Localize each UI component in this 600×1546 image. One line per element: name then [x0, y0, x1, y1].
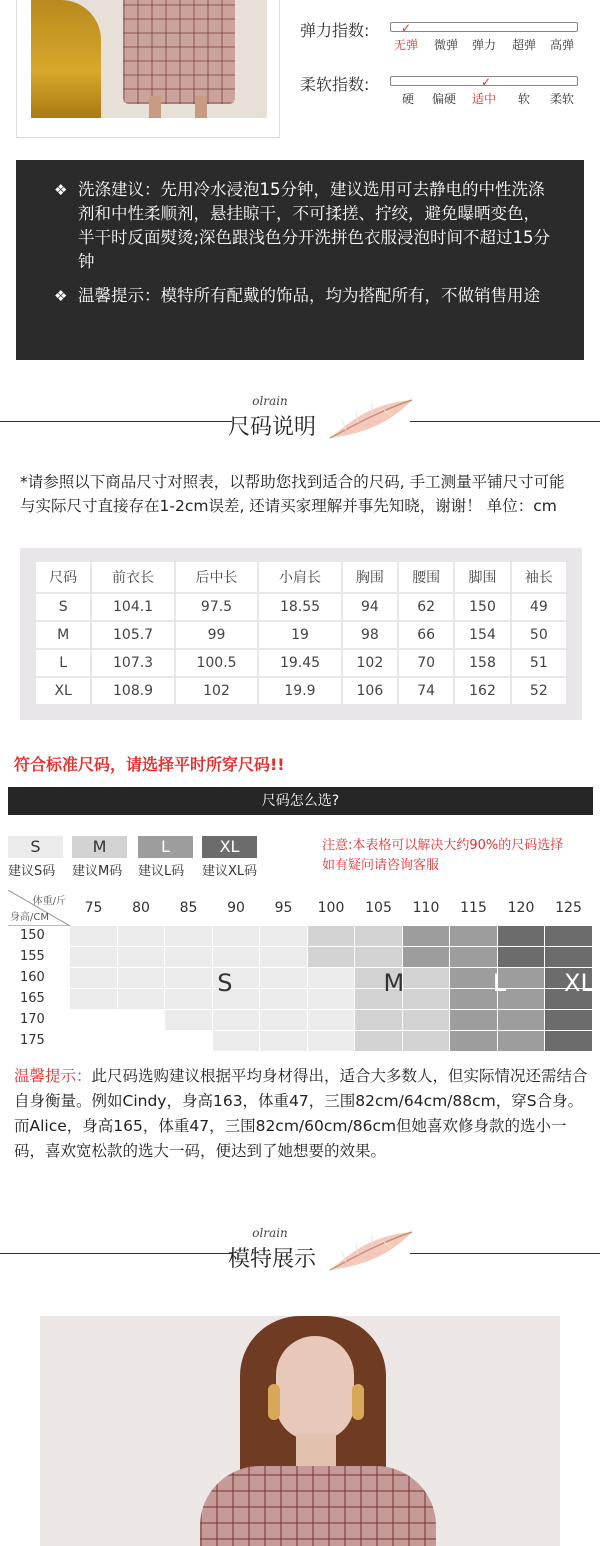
table-cell: L — [36, 650, 90, 676]
grid-cell — [118, 1031, 166, 1052]
grid-cell — [260, 926, 308, 947]
table-cell: M — [36, 622, 90, 648]
legend-caption: 建议L码 — [138, 864, 185, 879]
grid-cell — [118, 926, 166, 947]
grid-cell — [403, 1010, 451, 1031]
grid-cell — [165, 1031, 213, 1052]
table-cell: 94 — [343, 594, 397, 620]
legend-item-s — [8, 836, 63, 879]
care-instructions — [16, 160, 584, 360]
option-label: 弹力 — [472, 38, 497, 52]
size-notice: 注意:本表格可以解决大约90%的尺码选择 如有疑问请咨询客服 — [322, 838, 564, 873]
table-cell: 102 — [343, 650, 397, 676]
option-label: 偏硬 — [432, 92, 457, 106]
grid-cell — [403, 1031, 451, 1052]
grid-cell — [213, 947, 261, 968]
section-title: 尺码说明 — [227, 415, 316, 440]
table-cell: 19.45 — [259, 650, 340, 676]
accessory-notice-text: 温馨提示：模特所有配戴的饰品，均为搭配所有，不做销售用途 — [78, 286, 540, 305]
column-header: 尺码 — [36, 562, 90, 592]
weight-label: 90 — [227, 900, 245, 916]
height-label: 155 — [20, 949, 45, 964]
grid-cell — [165, 947, 213, 968]
column-header: 脚围 — [455, 562, 509, 592]
table-cell: 62 — [399, 594, 453, 620]
table-cell: 105.7 — [92, 622, 173, 648]
grid-cell — [70, 1010, 118, 1031]
option-label: 软 — [518, 92, 531, 106]
option-label: 无弹 — [394, 38, 419, 52]
table-cell: 51 — [512, 650, 566, 676]
size-legend — [8, 836, 288, 886]
weight-label: 115 — [460, 900, 487, 916]
grid-cell — [118, 989, 166, 1010]
table-cell: 66 — [399, 622, 453, 648]
leg — [195, 96, 207, 118]
grid-cell — [545, 1010, 593, 1031]
model-section-header — [0, 1222, 600, 1282]
wash-advice-text: 洗涤建议：先用冷水浸泡15分钟，建议选用可去静电的中性洗涤剂和中性柔顺剂，悬挂晾干，不可揉搓、拧绞，避免曝晒变色，半干时反面熨烫;深色跟浅色分开洗拼色衣服浸泡时间不超过15分钟 — [78, 180, 551, 271]
option-label: 高弹 — [550, 38, 575, 52]
grid-cell — [260, 989, 308, 1010]
size-table-container — [20, 548, 582, 720]
section-title: 模特展示 — [227, 1247, 316, 1272]
table-cell: 102 — [176, 678, 257, 704]
grid-cell — [450, 1031, 498, 1052]
height-axis-label: 身高/CM — [10, 912, 49, 923]
grid-cell — [308, 926, 356, 947]
option-label: 柔软 — [550, 92, 575, 106]
yellow-chair — [31, 0, 101, 118]
table-cell: 100.5 — [176, 650, 257, 676]
grid-cell — [450, 968, 498, 989]
wash-advice — [54, 178, 554, 274]
column-header: 胸围 — [343, 562, 397, 592]
model-plaid-coat — [200, 1466, 436, 1546]
accessory-notice — [54, 284, 554, 308]
product-header — [0, 0, 600, 140]
height-label: 175 — [20, 1033, 45, 1048]
height-label: 170 — [20, 1012, 45, 1027]
elasticity-bar — [390, 21, 578, 35]
option-label: 微弹 — [434, 38, 459, 52]
leg — [149, 96, 161, 118]
grid-bullet-icon: ❖ — [54, 181, 68, 199]
weight-label: 80 — [132, 900, 150, 916]
table-row — [36, 622, 566, 648]
model-photo — [40, 1316, 560, 1546]
grid-cell — [308, 1010, 356, 1031]
grid-cell — [308, 989, 356, 1010]
size-zone-label: XL — [564, 968, 594, 997]
size-table — [34, 560, 568, 706]
brand-logo: olrain — [252, 394, 288, 408]
grid-cell — [165, 989, 213, 1010]
option-label: 硬 — [402, 92, 415, 106]
table-cell: 162 — [455, 678, 509, 704]
size-zone-label: M — [383, 968, 405, 997]
table-cell: 19.9 — [259, 678, 340, 704]
weight-label: 100 — [317, 900, 345, 916]
height-weight-grid — [8, 890, 592, 1052]
size-zone-label: L — [492, 968, 507, 997]
table-row — [36, 678, 566, 704]
check-mark-icon: ✓ — [481, 75, 492, 89]
option-label: 适中 — [472, 92, 497, 106]
grid-cell — [498, 926, 546, 947]
weight-label: 75 — [84, 900, 103, 916]
table-cell: 52 — [512, 678, 566, 704]
column-header: 腰围 — [399, 562, 453, 592]
grid-cell — [70, 926, 118, 947]
earring — [268, 1384, 280, 1420]
grid-cell — [545, 947, 593, 968]
height-label: 160 — [20, 970, 45, 985]
product-photo-frame — [16, 0, 280, 138]
grid-cell — [70, 1031, 118, 1052]
grid-cell — [165, 1010, 213, 1031]
table-cell: 50 — [512, 622, 566, 648]
feather-icon — [326, 1228, 416, 1274]
grid-cell — [450, 926, 498, 947]
grid-cell — [498, 1010, 546, 1031]
softness-label: 柔软指数: — [300, 75, 370, 94]
size-recommendation-tip: 符合标准尺码，请选择平时所穿尺码!! — [14, 755, 285, 774]
option-label: 超弹 — [512, 38, 537, 52]
table-cell: S — [36, 594, 90, 620]
table-cell: 158 — [455, 650, 509, 676]
legend-item-l — [138, 836, 193, 879]
table-cell: 18.55 — [259, 594, 340, 620]
brand-logo: olrain — [252, 1226, 288, 1240]
table-cell: 150 — [455, 594, 509, 620]
grid-cell — [403, 989, 451, 1010]
grid-cell — [260, 968, 308, 989]
weight-label: 95 — [274, 900, 293, 916]
grid-cell — [70, 989, 118, 1010]
model-face — [276, 1336, 354, 1440]
grid-cell — [450, 1010, 498, 1031]
grid-cell — [355, 947, 403, 968]
softness-index — [300, 68, 590, 108]
product-photo — [31, 0, 267, 118]
legend-swatch: XL — [202, 836, 257, 858]
grid-cell — [403, 968, 451, 989]
weight-label: 120 — [507, 900, 535, 916]
grid-cell — [70, 968, 118, 989]
legend-item-m — [72, 836, 127, 879]
grid-cell — [260, 1031, 308, 1052]
grid-cell — [118, 968, 166, 989]
column-header: 小肩长 — [259, 562, 340, 592]
table-row — [36, 650, 566, 676]
height-label: 150 — [20, 928, 45, 943]
table-cell: 107.3 — [92, 650, 173, 676]
grid-cell — [450, 989, 498, 1010]
table-cell: 74 — [399, 678, 453, 704]
size-zone-label: S — [217, 968, 233, 997]
table-cell: 154 — [455, 622, 509, 648]
table-cell: 97.5 — [176, 594, 257, 620]
grid-corner — [8, 890, 70, 926]
table-header-row — [36, 562, 566, 592]
weight-label: 105 — [365, 900, 392, 916]
column-header: 后中长 — [176, 562, 257, 592]
grid-cell — [355, 1010, 403, 1031]
grid-cell — [165, 968, 213, 989]
warm-tip-text: 此尺码选购建议根据平均身材得出，适合大多数人，但实际情况还需结合自身衡量。例如Cindy，身高163，体重47，三围82cm/64cm/88cm，穿S合身。而Alice，身高165，体重47，三围82cm/60cm/86cm但她喜欢修身款的选小一码，喜欢宽松款的选大一码，便达到了她想要的效果。 — [14, 1067, 588, 1160]
weight-label: 110 — [412, 900, 440, 916]
grid-cell — [213, 1031, 261, 1052]
size-guide-title-bar: 尺码怎么选? — [8, 787, 593, 815]
earring — [352, 1384, 364, 1420]
grid-cell — [545, 926, 593, 947]
grid-cell — [165, 926, 213, 947]
legend-caption: 建议XL码 — [202, 864, 258, 879]
size-note: *请参照以下商品尺寸对照表，以帮助您找到适合的尺码, 手工测量平铺尺寸可能与实际尺寸直接存在1-2cm误差, 还请买家理解并事先知晓，谢谢！ 单位：cm — [20, 473, 565, 515]
grid-cell — [260, 947, 308, 968]
check-mark-icon: ✓ — [401, 21, 412, 35]
grid-cell — [403, 947, 451, 968]
grid-cell — [498, 1031, 546, 1052]
elasticity-label: 弹力指数: — [300, 21, 370, 40]
weight-label: 125 — [555, 900, 582, 916]
legend-caption: 建议M码 — [72, 864, 123, 879]
legend-swatch: M — [72, 836, 127, 858]
grid-cell — [118, 1010, 166, 1031]
grid-cell — [355, 926, 403, 947]
grid-cell — [70, 947, 118, 968]
elasticity-index — [300, 14, 590, 54]
legend-item-xl — [202, 836, 257, 879]
grid-cell — [403, 926, 451, 947]
grid-cell — [450, 947, 498, 968]
table-cell: 106 — [343, 678, 397, 704]
grid-cell — [355, 1031, 403, 1052]
grid-cell — [213, 926, 261, 947]
legend-caption: 建议S码 — [8, 864, 56, 879]
warm-tip-label: 温馨提示： — [14, 1067, 92, 1085]
warm-tip — [14, 1064, 592, 1164]
table-cell: 70 — [399, 650, 453, 676]
column-header: 前衣长 — [92, 562, 173, 592]
feather-icon — [326, 396, 416, 442]
table-row — [36, 594, 566, 620]
legend-swatch: L — [138, 836, 193, 858]
grid-cell — [213, 1010, 261, 1031]
grid-cell — [545, 1031, 593, 1052]
table-cell: XL — [36, 678, 90, 704]
table-cell: 99 — [176, 622, 257, 648]
column-header: 袖长 — [512, 562, 566, 592]
weight-axis-label: 体重/斤 — [32, 896, 66, 907]
table-cell: 108.9 — [92, 678, 173, 704]
grid-cell — [118, 947, 166, 968]
softness-bar — [390, 75, 578, 89]
grid-cell — [260, 1010, 308, 1031]
table-cell: 49 — [512, 594, 566, 620]
grid-cell — [498, 947, 546, 968]
grid-bullet-icon: ❖ — [54, 287, 68, 305]
table-cell: 98 — [343, 622, 397, 648]
weight-label: 85 — [179, 900, 198, 916]
legend-swatch: S — [8, 836, 63, 858]
height-label: 165 — [20, 991, 45, 1006]
grid-cell — [308, 1031, 356, 1052]
plaid-coat — [123, 0, 235, 104]
table-cell: 19 — [259, 622, 340, 648]
grid-cell — [308, 947, 356, 968]
table-cell: 104.1 — [92, 594, 173, 620]
grid-cell — [308, 968, 356, 989]
size-section-header — [0, 390, 600, 450]
